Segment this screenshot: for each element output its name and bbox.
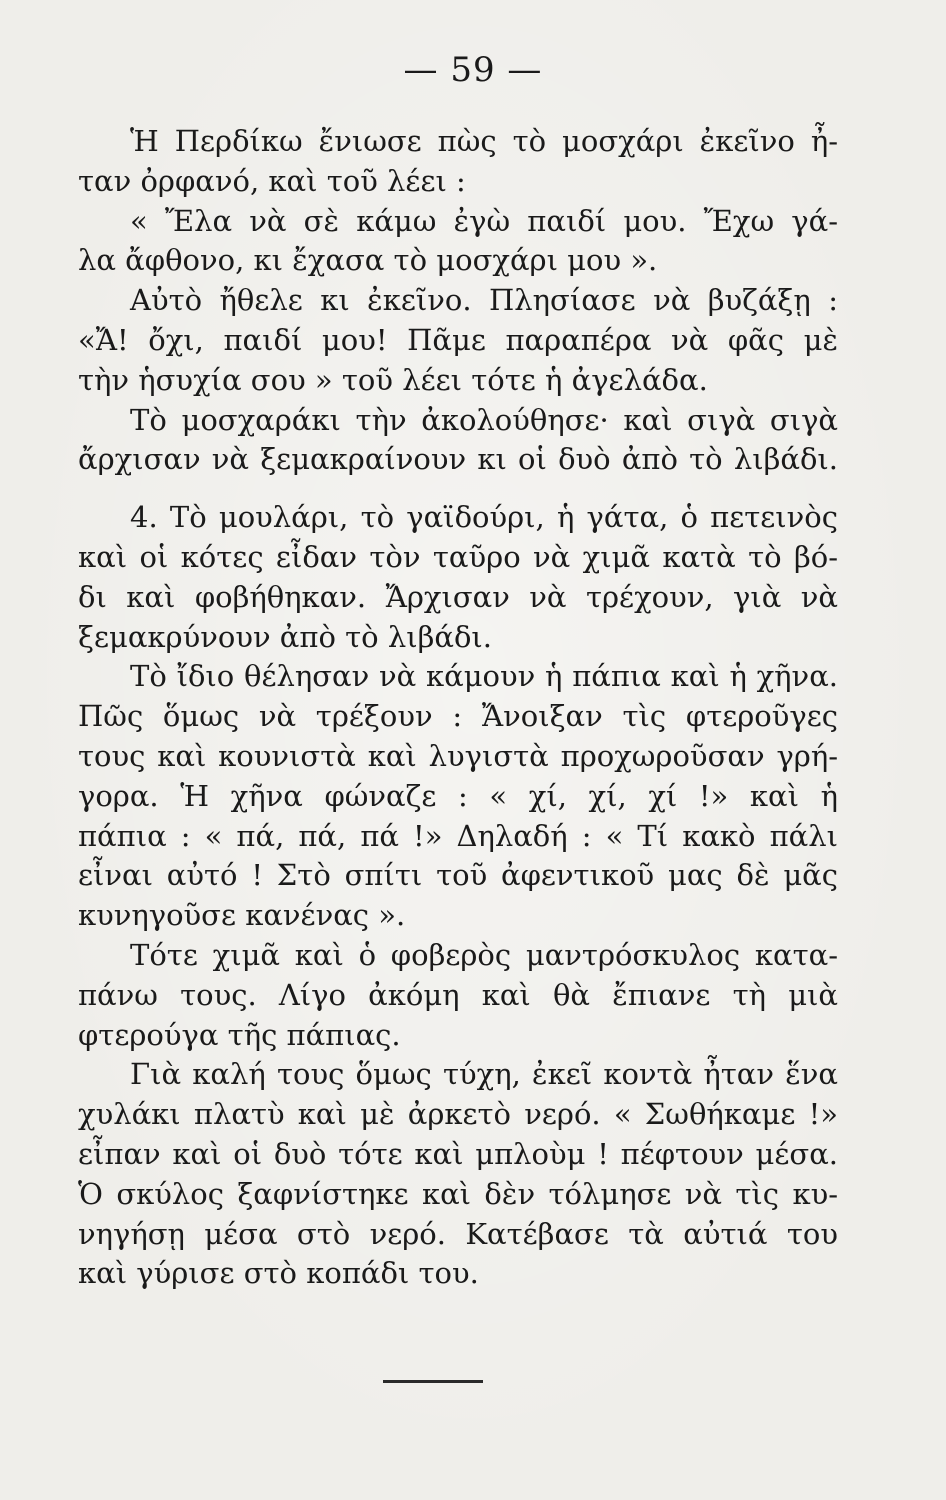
text-line: « Ἔλα νὰ σὲ κάμω ἐγὼ παιδί μου. Ἔχω γά- — [130, 203, 838, 238]
text-line: Τὸ μοσχαράκι τὴν ἀκολούθησε· καὶ σιγὰ σιγὰ — [130, 402, 838, 437]
text-line: Αὐτὸ ἤθελε κι ἐκεῖνο. Πλησίασε νὰ βυζάξῃ : — [130, 283, 838, 318]
text-line: γορα. Ἡ χῆνα φώναζε : « χί, χί, χί !» καὶ ἡ — [78, 778, 838, 813]
text-line: 4. Τὸ μουλάρι, τὸ γαϊδούρι, ἡ γάτα, ὁ πετεινὸς — [130, 500, 838, 535]
text-line: ξεμακρύνουν ἀπὸ τὸ λιβάδι. — [78, 619, 492, 654]
text-line: καὶ οἱ κότες εἶδαν τὸν ταῦρο νὰ χιμᾶ κατὰ τὸ βό- — [78, 539, 838, 574]
text-line: Τότε χιμᾶ καὶ ὁ φοβερὸς μαντρόσκυλος κατα- — [130, 937, 838, 972]
text-line: εἶπαν καὶ οἱ δυὸ τότε καὶ μπλοὺμ ! πέφτουν μέσα. — [78, 1136, 838, 1171]
text-line: «Ἄ! ὄχι, παιδί μου! Πᾶμε παραπέρα νὰ φᾶς μὲ — [78, 322, 838, 357]
text-line: φτερούγα τῆς πάπιας. — [78, 1017, 401, 1052]
text-line: πάνω τους. Λίγο ἀκόμη καὶ θὰ ἔπιανε τὴ μιὰ — [78, 977, 838, 1012]
text-line: πάπια : « πά, πά, πά !» Δηλαδή : « Τί κακὸ πάλι — [78, 818, 838, 853]
text-line: εἶναι αὐτό ! Στὸ σπίτι τοῦ ἀφεντικοῦ μας δὲ μᾶς — [78, 858, 838, 893]
text-line: χυλάκι πλατὺ καὶ μὲ ἀρκετὸ νερό. « Σωθήκαμε !» — [78, 1097, 838, 1132]
body-text — [78, 122, 838, 1294]
text-line: καὶ γύρισε στὸ κοπάδι του. — [78, 1256, 479, 1291]
text-line: Πῶς ὅμως νὰ τρέξουν : Ἄνοιξαν τὶς φτεροῦγες — [78, 699, 838, 734]
text-line: κυνηγοῦσε κανένας ». — [78, 898, 406, 933]
text-line: ταν ὀρφανό, καὶ τοῦ λέει : — [78, 163, 466, 198]
text-line: Ὁ σκύλος ξαφνίστηκε καὶ δὲν τόλμησε νὰ τὶς κυ- — [78, 1176, 838, 1211]
text-line: τὴν ἡσυχία σου » τοῦ λέει τότε ἡ ἀγελάδα. — [78, 362, 708, 397]
text-line: τους καὶ κουνιστὰ καὶ λυγιστὰ προχωροῦσαν γρή- — [78, 738, 838, 773]
text-line: Γιὰ καλή τους ὅμως τύχη, ἐκεῖ κοντὰ ἦταν ἕνα — [130, 1057, 838, 1092]
text-line: Ἡ Περδίκω ἔνιωσε πὼς τὸ μοσχάρι ἐκεῖνο ἦ- — [130, 124, 838, 158]
end-rule-divider — [383, 1380, 483, 1383]
text-line: Τὸ ἴδιο θέλησαν νὰ κάμουν ἡ πάπια καὶ ἡ χῆνα. — [130, 659, 838, 694]
text-line: δι καὶ φοβήθηκαν. Ἄρχισαν νὰ τρέχουν, γιὰ νὰ — [78, 579, 838, 614]
page-number: — 59 — — [403, 50, 543, 90]
text-line: ἄρχισαν νὰ ξεμακραίνουν κι οἱ δυὸ ἀπὸ τὸ λιβάδι. — [78, 442, 838, 477]
paragraph-gap — [78, 480, 838, 498]
text-line: νηγήσῃ μέσα στὸ νερό. Κατέβασε τὰ αὐτιά του — [78, 1216, 838, 1251]
text-line: λα ἄφθονο, κι ἔχασα τὸ μοσχάρι μου ». — [78, 243, 658, 278]
